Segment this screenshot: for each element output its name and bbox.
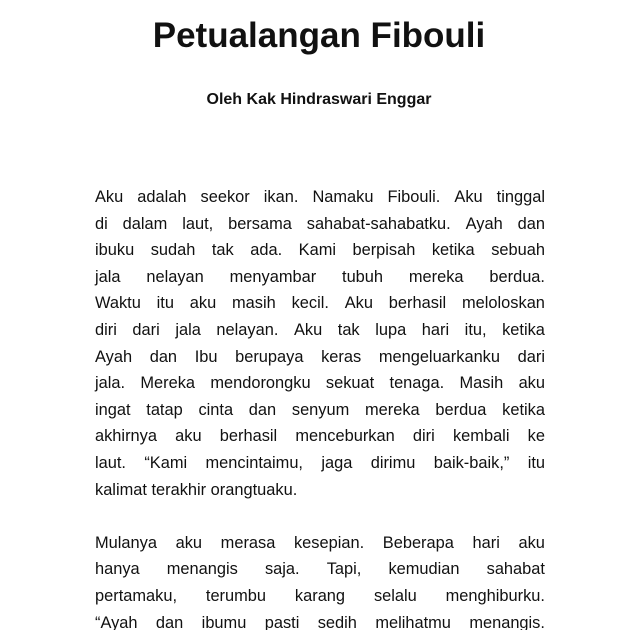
story-body	[95, 184, 545, 630]
word: aku	[518, 533, 545, 552]
word: dan	[149, 347, 178, 366]
justified-words	[95, 211, 545, 238]
justified-words	[95, 556, 545, 583]
justified-words	[95, 317, 545, 344]
text-line	[95, 264, 545, 291]
word: Fibouli.	[387, 188, 441, 206]
text-line	[95, 370, 545, 397]
word: menangis.	[469, 613, 545, 630]
justified-words	[95, 530, 545, 557]
word: menyambar	[229, 267, 317, 286]
word: ingat	[95, 400, 131, 419]
word: diri	[412, 427, 435, 446]
word: kembali	[452, 427, 510, 446]
word: kesepian.	[293, 533, 365, 552]
text-line	[95, 450, 545, 477]
justified-words	[95, 344, 545, 371]
word: lupa	[375, 320, 407, 339]
justified-words	[95, 237, 545, 264]
word: jala.	[95, 374, 126, 393]
justified-words	[95, 397, 545, 424]
word: mendorongku	[210, 374, 311, 393]
word: aku	[189, 294, 217, 313]
story-title: Petualangan Fibouli	[152, 16, 486, 55]
word: Namaku	[312, 188, 374, 206]
text-line	[95, 583, 545, 610]
word: ikan.	[263, 188, 299, 206]
justified-words	[95, 290, 545, 317]
word: berdua.	[489, 267, 545, 286]
word: hari	[421, 320, 450, 339]
word: melihatmu	[375, 613, 451, 630]
word: keras	[321, 347, 362, 366]
word: hanya	[95, 560, 140, 579]
word: sebuah	[491, 241, 545, 260]
word: akhirnya	[95, 427, 157, 446]
word: jaga	[321, 453, 353, 472]
text-line	[95, 397, 545, 424]
word: cinta	[198, 400, 234, 419]
justified-words	[95, 610, 545, 630]
word: menghiburku.	[445, 586, 545, 605]
word: itu,	[464, 320, 487, 339]
word: masih	[232, 294, 276, 313]
word: mengeluarkanku	[378, 347, 500, 366]
word: di	[95, 214, 108, 233]
word: merasa	[220, 533, 276, 552]
word: dari	[132, 320, 160, 339]
word: tubuh	[342, 267, 384, 286]
word: jala	[95, 267, 121, 286]
word: Tapi,	[326, 560, 362, 579]
word: mereka	[365, 400, 420, 419]
word: dirimu	[370, 453, 416, 472]
word: sahabat	[486, 560, 545, 579]
word: sahabat-sahabatku.	[306, 214, 451, 233]
word: aku	[175, 533, 203, 552]
word: pertamaku,	[95, 586, 177, 605]
word: ketika	[502, 400, 545, 419]
word: Aku	[95, 188, 124, 206]
word: tinggal	[496, 188, 545, 206]
word: nelayan	[146, 267, 204, 286]
word: laut.	[95, 453, 126, 472]
word: terumbu	[205, 586, 267, 605]
word: Ibu	[194, 347, 218, 366]
word: diri	[95, 320, 117, 339]
word: tak	[337, 320, 360, 339]
word: tatap	[146, 400, 183, 419]
word: bersama	[228, 214, 292, 233]
word: aku	[175, 427, 202, 446]
word: meloloskan	[462, 294, 545, 313]
word: sudah	[150, 241, 196, 260]
word: berhasil	[388, 294, 447, 313]
word: ke	[527, 427, 545, 446]
text-line: kalimat terakhir orangtuaku.	[95, 480, 298, 499]
text-line	[95, 556, 545, 583]
text-line	[95, 184, 545, 211]
justified-words	[95, 370, 545, 397]
word: berhasil	[219, 427, 278, 446]
text-line	[95, 344, 545, 371]
word: ketika	[502, 320, 545, 339]
word: kemudian	[388, 560, 460, 579]
justified-words	[95, 184, 545, 211]
word: sekuat	[325, 374, 375, 393]
word: aku	[518, 374, 545, 393]
text-line	[95, 423, 545, 450]
word: sedih	[317, 613, 357, 630]
word: tak	[211, 241, 234, 260]
author-byline: Oleh Kak Hindraswari Enggar	[206, 91, 432, 108]
text-line	[95, 317, 545, 344]
word: “Kami	[144, 453, 188, 472]
text-line	[95, 290, 545, 317]
word: berdua	[435, 400, 487, 419]
word: berupaya	[235, 347, 304, 366]
word: “Ayah	[95, 613, 138, 630]
text-line	[95, 211, 545, 238]
word: Aku	[344, 294, 373, 313]
word: laut,	[182, 214, 214, 233]
word: hari	[472, 533, 500, 552]
word: kecil.	[291, 294, 329, 313]
justified-words	[95, 583, 545, 610]
paragraph-1	[95, 184, 545, 503]
word: saja.	[264, 560, 300, 579]
word: berpisah	[352, 241, 416, 260]
word: Ayah	[465, 214, 503, 233]
word: senyum	[291, 400, 350, 419]
word: pasti	[264, 613, 300, 630]
word: dan	[155, 613, 184, 630]
word: Mereka	[140, 374, 196, 393]
word: ada.	[250, 241, 283, 260]
word: ibumu	[201, 613, 247, 630]
word: Waktu	[95, 294, 141, 313]
word: seekor	[200, 188, 250, 206]
word: selalu	[373, 586, 417, 605]
word: itu	[527, 453, 545, 472]
word: Mulanya	[95, 533, 157, 552]
word: menangis	[166, 560, 238, 579]
word: nelayan.	[216, 320, 279, 339]
word: mencintaimu,	[205, 453, 303, 472]
text-line	[95, 610, 545, 630]
word: menceburkan	[295, 427, 395, 446]
text-line	[95, 530, 545, 557]
justified-words	[95, 264, 545, 291]
justified-words	[95, 450, 545, 477]
paragraph-gap	[95, 503, 545, 530]
word: dalam	[122, 214, 168, 233]
word: dari	[517, 347, 545, 366]
text-line	[95, 237, 545, 264]
word: tenaga.	[389, 374, 445, 393]
word: Aku	[293, 320, 323, 339]
word: karang	[294, 586, 346, 605]
word: dan	[517, 214, 545, 233]
word: itu	[156, 294, 174, 313]
word: ketika	[431, 241, 475, 260]
word: baik-baik,”	[433, 453, 510, 472]
word: Kami	[298, 241, 336, 260]
paragraph-2	[95, 530, 545, 630]
word: mereka	[408, 267, 464, 286]
word: Aku	[454, 188, 483, 206]
word: adalah	[137, 188, 187, 206]
word: dan	[248, 400, 277, 419]
word: Ayah	[95, 347, 133, 366]
word: jala	[175, 320, 201, 339]
word: ibuku	[95, 241, 135, 260]
justified-words	[95, 423, 545, 450]
word: Beberapa	[382, 533, 454, 552]
word: Masih	[459, 374, 504, 393]
